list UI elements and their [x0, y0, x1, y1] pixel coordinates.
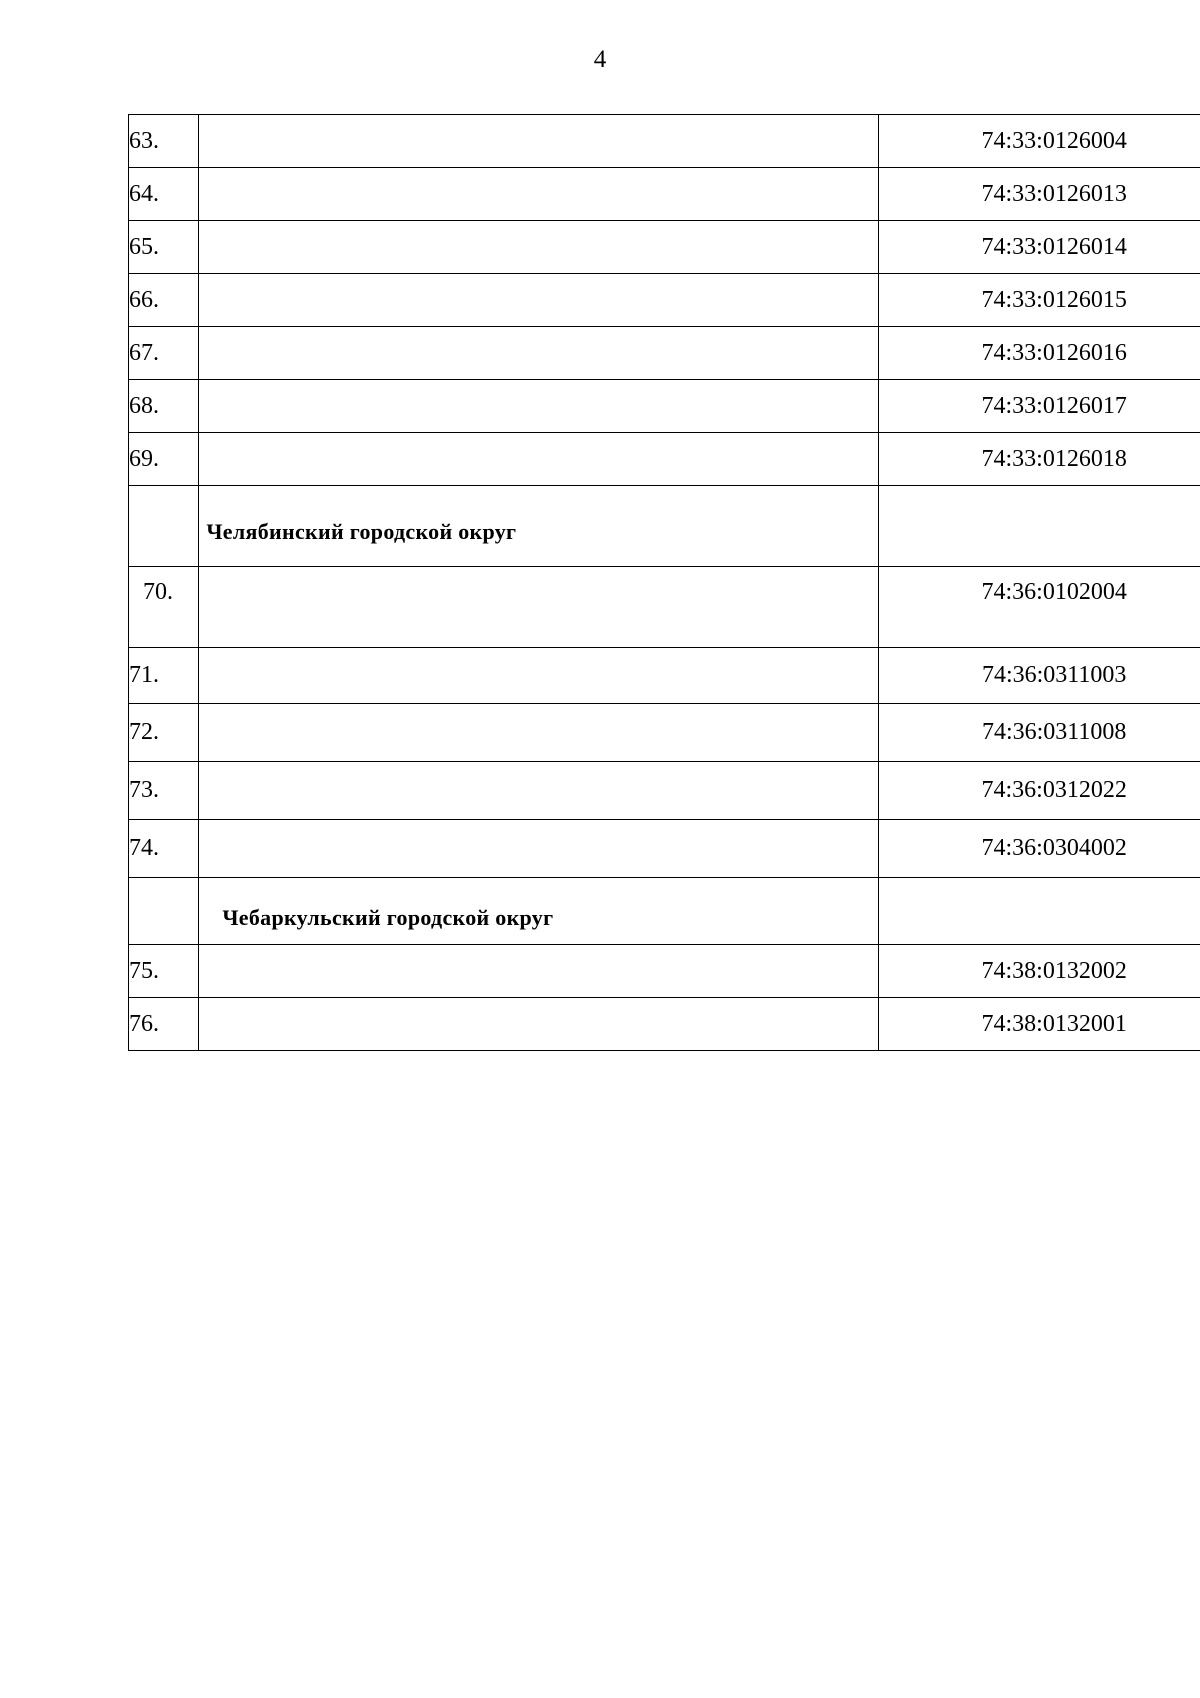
row-number: 74. [129, 820, 199, 878]
section-number-cell [129, 878, 199, 945]
table-row [129, 433, 1200, 486]
row-number: 76. [129, 998, 199, 1051]
row-number: 68. [129, 380, 199, 433]
cadastral-code: 74:36:0304002 [879, 820, 1200, 878]
cadastral-code: 74:36:0102004 [879, 567, 1200, 648]
row-name-cell [199, 567, 879, 648]
row-number: 72. [129, 704, 199, 762]
section-code-cell [879, 486, 1200, 567]
row-number: 70. [129, 567, 199, 648]
cadastral-code: 74:36:0311008 [879, 704, 1200, 762]
cadastral-code: 74:36:0311003 [879, 648, 1200, 704]
row-name-cell [199, 820, 879, 878]
section-title: Челябинский городской округ [199, 486, 879, 567]
table-row [129, 168, 1200, 221]
row-name-cell [199, 221, 879, 274]
row-number: 73. [129, 762, 199, 820]
row-name-cell [199, 274, 879, 327]
cadastral-code: 74:33:0126014 [879, 221, 1200, 274]
row-number: 65. [129, 221, 199, 274]
section-title: Чебаркульский городской округ [199, 878, 879, 945]
table-row [129, 327, 1200, 380]
row-number: 75. [129, 945, 199, 998]
row-number: 67. [129, 327, 199, 380]
cadastral-code: 74:33:0126017 [879, 380, 1200, 433]
row-name-cell [199, 115, 879, 168]
table-row [129, 998, 1200, 1051]
row-number: 66. [129, 274, 199, 327]
row-number: 69. [129, 433, 199, 486]
row-name-cell [199, 945, 879, 998]
cadastral-code: 74:33:0126018 [879, 433, 1200, 486]
row-name-cell [199, 433, 879, 486]
table-row [129, 704, 1200, 762]
table-row [129, 762, 1200, 820]
table-row [129, 648, 1200, 704]
cadastral-code: 74:38:0132002 [879, 945, 1200, 998]
row-name-cell [199, 168, 879, 221]
section-header-row [129, 878, 1200, 945]
table-row [129, 945, 1200, 998]
table-row [129, 567, 1200, 648]
row-name-cell [199, 998, 879, 1051]
table-row [129, 820, 1200, 878]
row-number: 64. [129, 168, 199, 221]
row-number: 63. [129, 115, 199, 168]
section-header-row [129, 486, 1200, 567]
cadastral-code: 74:33:0126015 [879, 274, 1200, 327]
table-row [129, 380, 1200, 433]
cadastral-code: 74:33:0126004 [879, 115, 1200, 168]
row-name-cell [199, 762, 879, 820]
page-number: 4 [593, 46, 607, 73]
row-name-cell [199, 327, 879, 380]
row-name-cell [199, 380, 879, 433]
row-number: 71. [129, 648, 199, 704]
table-row [129, 221, 1200, 274]
row-name-cell [199, 704, 879, 762]
table-row [129, 274, 1200, 327]
cadastral-table [128, 114, 1200, 1051]
table-row [129, 115, 1200, 168]
cadastral-code: 74:36:0312022 [879, 762, 1200, 820]
section-code-cell [879, 878, 1200, 945]
cadastral-code: 74:33:0126016 [879, 327, 1200, 380]
cadastral-code: 74:33:0126013 [879, 168, 1200, 221]
row-name-cell [199, 648, 879, 704]
section-number-cell [129, 486, 199, 567]
cadastral-code: 74:38:0132001 [879, 998, 1200, 1051]
